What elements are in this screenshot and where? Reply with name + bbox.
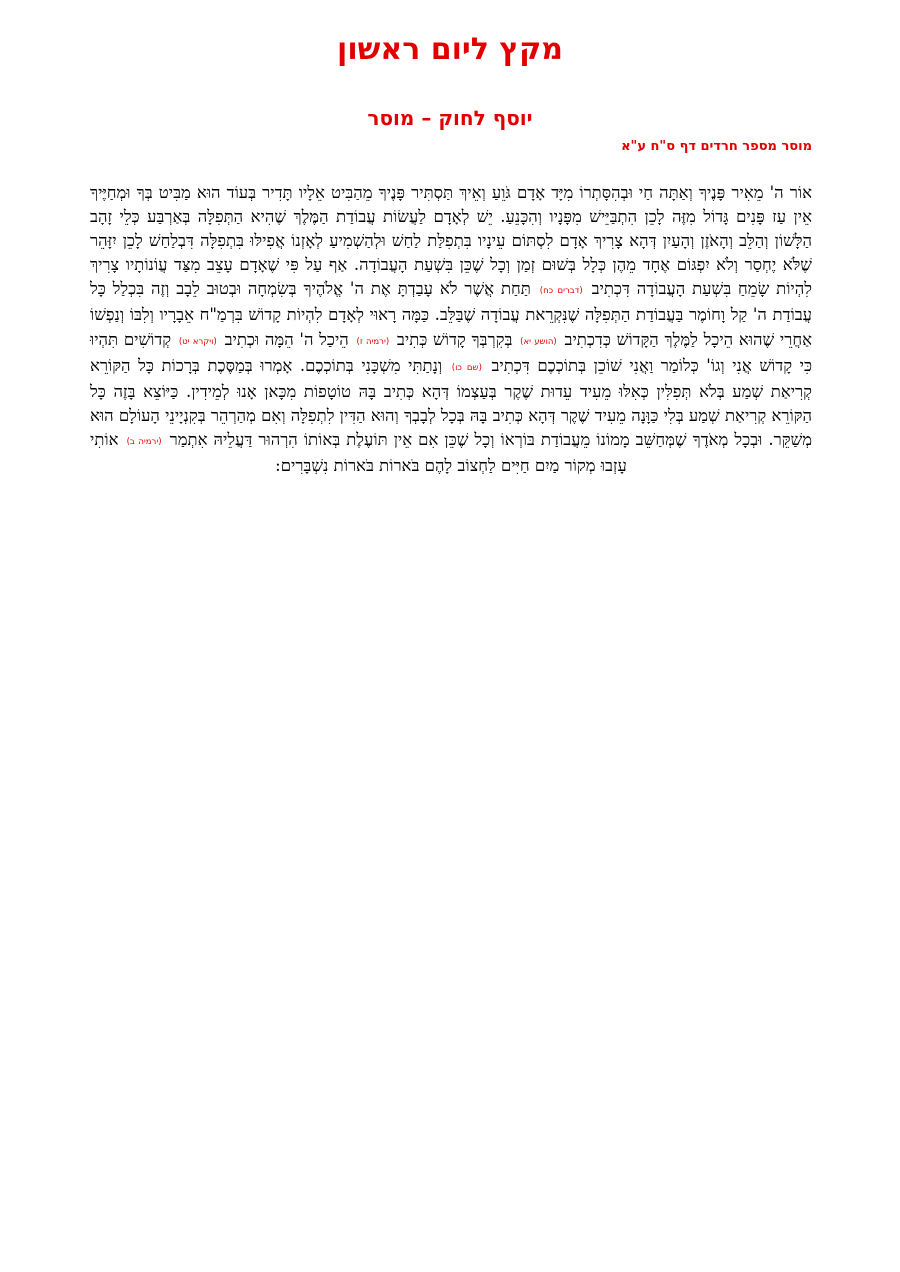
text-segment: הֵיכַל ה' הֵמָּה וּכְתִיב <box>224 329 349 349</box>
verse-reference: (ירמיה ז) <box>356 336 390 347</box>
text-segment: בְּקִרְבְּךָ קָדוֹשׁ כְּתִיב <box>396 329 513 349</box>
verse-reference: (דברים כח) <box>539 286 583 297</box>
text-segment: קְדוֹשִׁים תִּהְיוּ כִּי קָדוֹשׁ אֲנִי וְגוֹ' כְּלוֹמַר וַאֲנִי שׁוֹכֵן בְּתוֹכְכֶם דִּכְתִיב <box>90 329 813 375</box>
text-segment: אוֹתִי עָזְבוּ מְקוֹר מַיִם חַיִּים לַחְצוֹב לָהֶם בֹּארוֹת בֹּארוֹת נִשְׁבָּרִים: <box>90 429 627 476</box>
text-segment: תַּחַת אֲשֶׁר לֹא עָבַדְתָּ אֶת ה' אֱלֹהֶיךָ בְּשִׂמְחָה וּבְטוּב לֵבָב וְזֶה בִּכְלַל כָּל עֲבוֹדַת ה' קַל וָחוֹמֶר בַּעֲבוֹדַת הַתְּפִלָּה שֶׁנִּקְרֵאת עֲבוֹדָה שֶׁבַּלֵּב. כַּמָּה רָאוּי לְאָדָם לִהְיוֹת קָדוֹשׁ בִּרְמַ"ח אֵבָרָיו וְלִבּוֹ וְנַפְשׁוֹ אַחֲרֵי שֶׁהוּא הֵיכָל לַמֶּלֶךְ הַקָּדוֹשׁ כְּדִכְתִיב <box>90 279 813 349</box>
page-title: מקץ ליום ראשון <box>337 32 563 67</box>
text-segment: וְנָתַתִּי מִשְׁכָּנִי בְּתוֹכְכֶם. אָמְרוּ בְּמַסֶּכֶת בְּרָכוֹת כָּל הַקּוֹרֵא קְרִיאַת שְׁמַע בְּלֹא תְּפִלִּין כְּאִלּוּ מֵעִיד עֵדוּת שֶׁקֶר בְּעַצְמוֹ דְּהָא כְּתִיב בָּהּ טוֹטָפוֹת מִכָּאן אָנוּ לְמֵידִין. כַּיּוֹצֵא בָּזֶה כָּל הַקּוֹרֵא קְרִיאַת שְׁמַע בְּלִי כַּוָּנָה מֵעִיד שֶׁקֶר דְּהָא כְּתִיב בָּהּ בְּכָל לְבָבְךָ וְהוּא הַדִּין לִתְפִלָּה וְאִם מְהַרְהֵר בְּקִנְיָינֵי הָעוֹלָם הוּא מְשַׁקֵּר. וּבְכָל מְאֹדֶךָ שֶׁמְּחַשֵּׁב מָמוֹנוֹ מֵעֲבוֹדַת בּוֹרְאוֹ וְכָל שֶׁכֵּן אִם אֵין תּוֹעֶלֶת בְּאוֹתוֹ הִרְהוּר דַּעֲלֵיהּ אִתְמַר <box>90 355 813 449</box>
page-subtitle: יוסף לחוק – מוסר <box>367 106 533 130</box>
verse-reference: (הושע יא) <box>520 336 557 347</box>
verse-reference: (ויקרא יט) <box>178 336 217 347</box>
verse-reference: (שם כו) <box>451 362 482 373</box>
body-paragraph <box>90 181 812 478</box>
source-reference: מוסר מספר חרדים דף ס"ח ע"א <box>621 139 812 154</box>
text-segment: אוֹר ה' מֵאִיר פָּנֶיךָ וְאַתָּה חַי וּבְהִסָּתְרוֹ מִיָּד אָדָם גֹּוֵעַ וְאֵיךְ תַּסְתִּיר פָּנֶיךָ מֵהַבִּיט אֵלָיו תָּדִיר בְּעוֹד הוּא מַבִּיט בְּךָ וּמְחַיֶּיךָ אֵין עַז פָּנִים גָּדוֹל מִזֶּה לָכֵן הִתְבַּיֵּישׁ מִפָּנָיו וְהִכָּנֵעַ. יֵשׁ לְאָדָם לַעֲשׂוֹת עֲבוֹדַת הַמֶּלֶךְ שֶׁהִיא הַתְּפִלָּה בְּאַרְבַּע כְּלֵי זָהָב הַלָּשׁוֹן וְהַלֵּב וְהָאֹזֶן וְהָעַיִן דְּהָא צָרִיךְ אָדָם לִסְתּוֹם עֵינָיו בִּתְפִלַּת לַחַשׁ וּלְהַשְׁמִיעַ לְאָזְנוֹ אֲפִילּוּ בִּתְפִלָּה דִּבְלַחַשׁ לָכֵן יִזָּהֵר שֶׁלֹּא יֶחְסַר וְלֹא יִפְגּוֹם אֶחָד מֵהֶן כְּלָל בְּשׁוּם זְמַן וְכָל שֶׁכֵּן בִּשְׁעַת הָעֲבוֹדָה. אַף עַל פִּי שֶׁאָדָם עָצֵב מִצַּד עֲוֹנוֹתָיו צָרִיךְ לִהְיוֹת שָׂמֵחַ בִּשְׁעַת הָעֲבוֹדָה דִּכְתִיב <box>90 183 812 299</box>
verse-reference: (ירמיה ב) <box>126 436 162 447</box>
